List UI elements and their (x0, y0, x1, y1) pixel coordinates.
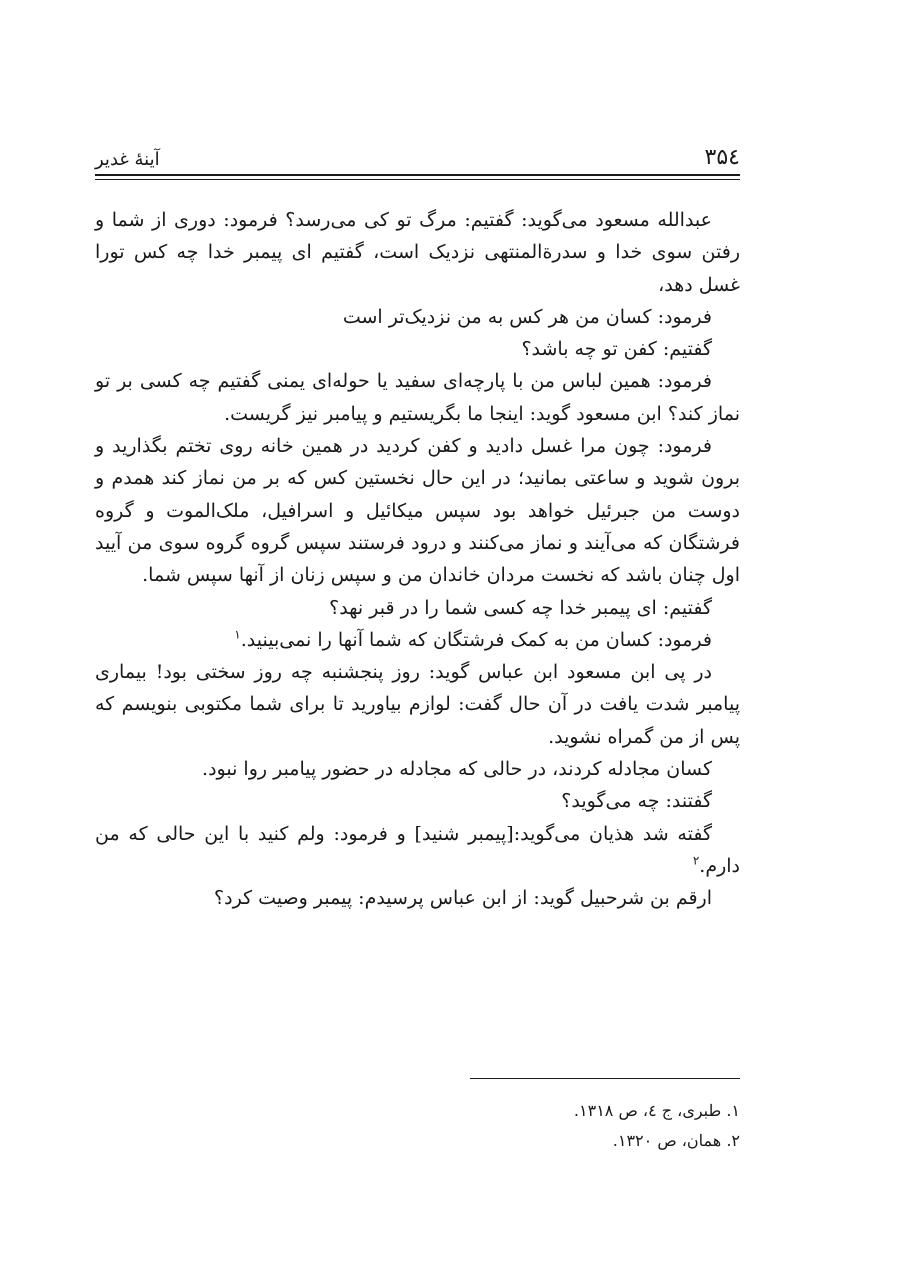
paragraph-text: گفتیم: ای پیمبر خدا چه کسی شما را در قبر نهد؟ (329, 596, 712, 619)
paragraph-text: فرمود: کسان من به کمک فرشتگان که شما آنها را نمی‌بینید. (240, 628, 712, 651)
footnote-rule (470, 1078, 740, 1079)
paragraph-11 (95, 818, 740, 883)
paragraph-text: فرمود: همین لباس من با پارچه‌ای سفید یا حوله‌ای یمنی گفتیم چه کسی بر تو نماز کند؟ ابن مسعود گوید: اینجا ما بگریستیم و پیامبر نیز گریست. (95, 370, 740, 425)
paragraph-4 (95, 365, 740, 430)
paragraph-text: ارقم بن شرحبیل گوید: از ابن عباس پرسیدم: پیمبر وصیت کرد؟ (214, 887, 712, 910)
paragraph-1 (95, 204, 740, 301)
paragraph-12 (95, 882, 740, 914)
footnote-ref-1[interactable]: ۱ (234, 627, 241, 642)
paragraph-text: گفتند: چه می‌گوید؟ (561, 790, 712, 813)
footnotes (320, 1096, 740, 1156)
paragraph-10 (95, 785, 740, 817)
paragraph-text: گفته شد هذیان می‌گوید:[پیمبر شنید] و فرمود: ولم کنید با این حالی که من دارم. (95, 822, 740, 877)
page-number: ۳۵٤ (704, 145, 740, 170)
footnote-2: ۲. همان، ص ۱۳۲۰. (612, 1131, 740, 1150)
footnote-ref-2[interactable]: ۲ (692, 853, 700, 868)
paragraph-text: فرمود: چون مرا غسل دادید و کفن کردید در همین خانه روی تختم بگذارید و برون شوید و ساعتی بمانید؛ در این حال نخستین کس که بر من نماز کند همدم و دوست من جبرئیل خواهد بود سپس میکائیل و اسرافیل، ملک‌الموت و گروه فرشتگان که می‌آیند و نماز می‌کنند و درود فرستند سپس گروه گروه سوی من آیید اول چنان باشد که نخست مردان خاندان من و سپس زنان از آنها سپس شما. (95, 435, 740, 587)
header-rule-thin (95, 179, 740, 180)
paragraph-text: فرمود: کسان من هر کس به من نزدیک‌تر است (342, 305, 712, 328)
header-rule (95, 174, 740, 176)
paragraph-6 (95, 592, 740, 624)
paragraph-text: گفتیم: کفن تو چه باشد؟ (521, 338, 712, 361)
paragraph-5 (95, 430, 740, 591)
footnote-1: ۱. طبری، ج ٤، ص ۱۳۱۸. (573, 1101, 740, 1120)
running-title: آینهٔ غدیر (95, 149, 160, 170)
paragraph-8 (95, 656, 740, 753)
body-text (95, 204, 740, 915)
paragraph-text: در پی ابن مسعود ابن عباس گوید: روز پنجشنبه چه روز سختی بود! بیماری پیامبر شدت یافت در آن حال گفت: لوازم بیاورید تا برای شما مکتوبی بنویسم که پس از من گمراه نشوید. (95, 661, 740, 748)
page-header (95, 140, 740, 174)
paragraph-3 (95, 333, 740, 365)
paragraph-9 (95, 753, 740, 785)
paragraph-2 (95, 301, 740, 333)
paragraph-7 (95, 624, 740, 656)
paragraph-text: عبدالله مسعود می‌گوید: گفتیم: مرگ تو کی می‌رسد؟ فرمود: دوری از شما و رفتن سوی خدا و سدرةالمنتهی نزدیک است، گفتیم ای پیمبر خدا چه کس تورا غسل دهد، (95, 209, 740, 296)
paragraph-text: کسان مجادله کردند، در حالی که مجادله در حضور پیامبر روا نبود. (202, 758, 712, 781)
